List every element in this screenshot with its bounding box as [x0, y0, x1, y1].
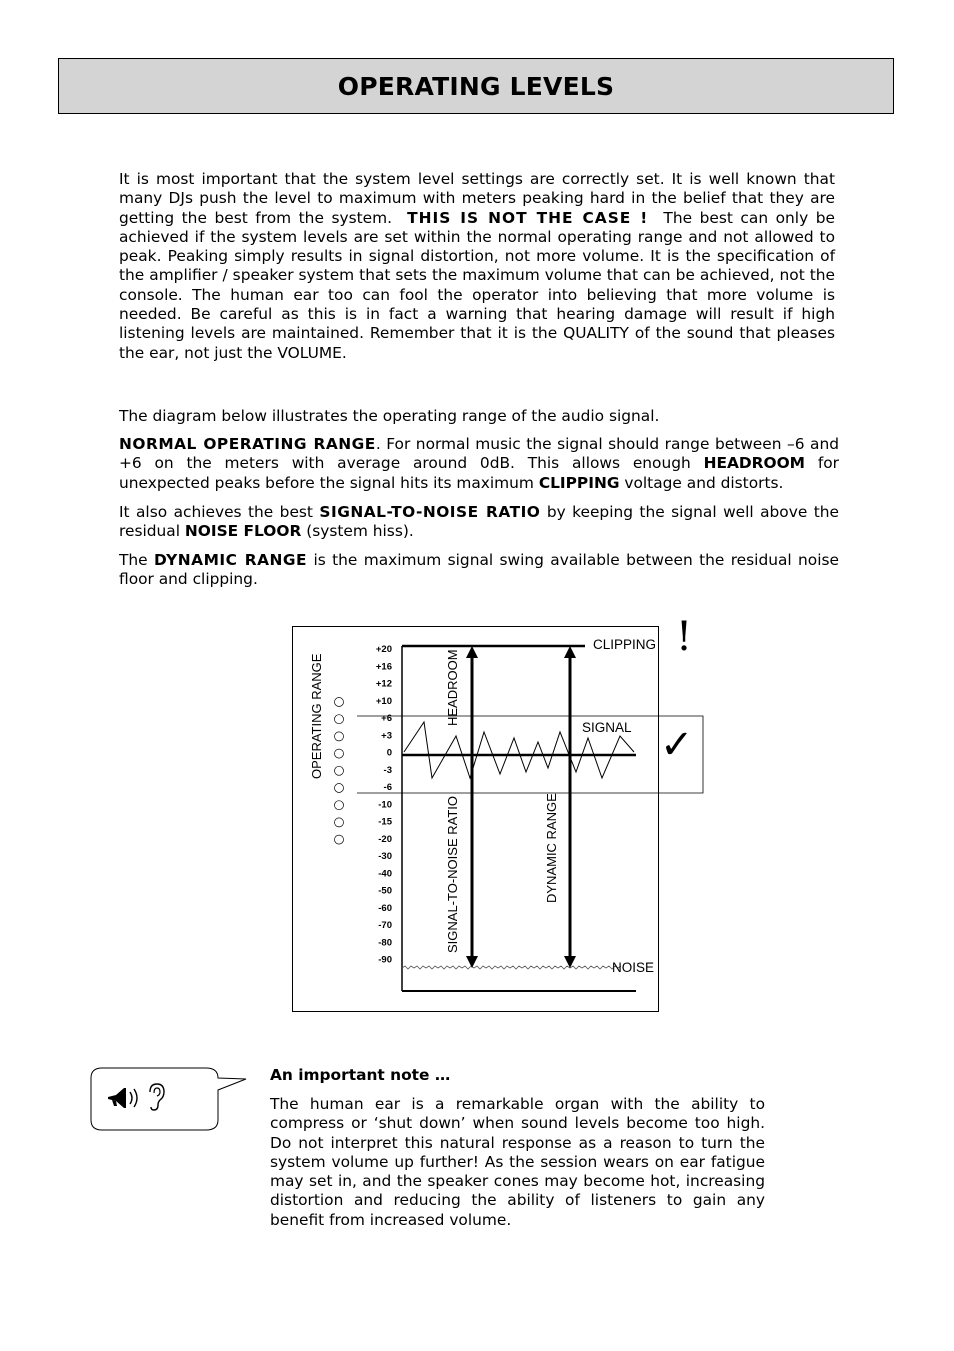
normal-range-text-1: . For normal music the signal should range between –6 and +6 on the meters with average around 0dB. This allows enough: [119, 435, 839, 473]
normal-range-term: NORMAL OPERATING RANGE: [119, 435, 376, 453]
diagram-frame: [293, 627, 659, 1012]
scale-label: +20: [375, 644, 392, 655]
meter-led: [335, 715, 344, 724]
note-callout: [88, 1064, 258, 1136]
scale-label: +3: [381, 730, 392, 742]
scale-label: -70: [378, 920, 392, 931]
scale-label: -60: [378, 902, 392, 914]
snr-text-3: (system hiss).: [306, 522, 414, 541]
dynamic-range-label: DYNAMIC RANGE: [544, 793, 559, 903]
meter-leds: [335, 698, 344, 845]
snr-text-1: It also achieves the best: [119, 503, 313, 521]
scale-label: -20: [378, 833, 392, 845]
signal-label: SIGNAL: [582, 720, 632, 735]
scale-label: -3: [383, 764, 392, 776]
noise-floor-term: NOISE FLOOR: [184, 522, 302, 541]
scale-label: 0: [386, 747, 392, 759]
dynamic-text-1: The: [119, 551, 148, 569]
diagram-intro: The diagram below illustrates the operating range of the audio signal.: [119, 407, 660, 425]
scale-label: -6: [383, 782, 392, 793]
check-mark: ✓: [660, 722, 694, 768]
normal-range-text-3: voltage and distorts.: [624, 473, 784, 492]
warning-mark: !: [676, 614, 693, 660]
clipping-term: CLIPPING: [538, 473, 620, 492]
page-title: OPERATING LEVELS: [337, 71, 615, 101]
scale-label: -90: [378, 954, 392, 966]
scale-label: -10: [378, 799, 392, 811]
scale-label: -15: [378, 816, 392, 828]
meter-scale: [376, 644, 393, 966]
dynamic-range-term: DYNAMIC RANGE: [154, 551, 308, 569]
snr-text-2: by keeping the signal well above the residual: [119, 503, 839, 541]
meter-led: [335, 835, 344, 844]
noise-floor: [402, 966, 621, 969]
scale-label: -80: [378, 937, 392, 949]
scale-label: -30: [378, 851, 392, 862]
scale-label: -50: [378, 885, 392, 897]
scale-label: +16: [375, 661, 392, 673]
intro-emphasis: THIS IS NOT THE CASE !: [407, 208, 649, 227]
scale-label: +10: [375, 695, 392, 707]
dynamic-text-2: is the maximum signal swing available between the residual noise floor and clipping.: [119, 551, 839, 589]
scale-label: +6: [381, 713, 392, 724]
operating-range-label: OPERATING RANGE: [309, 653, 324, 779]
meter-led: [335, 749, 344, 758]
headroom-label: HEADROOM: [445, 649, 460, 726]
normal-range-text-2: for unexpected peaks before the signal hits its maximum: [119, 454, 839, 492]
meter-led: [335, 801, 344, 810]
snr-term: SIGNAL-TO-NOISE RATIO: [319, 503, 541, 521]
scale-label: -40: [378, 868, 392, 880]
scale-label: +12: [375, 678, 392, 690]
meter-led: [335, 698, 344, 707]
intro-text-1: It is most important that the system level settings are correctly set. It is well known that many DJs push the level to maximum with meters peaking hard in the belief that they are getting the best from the system.: [119, 170, 835, 227]
meter-led: [335, 732, 344, 741]
snr-label: SIGNAL-TO-NOISE RATIO: [445, 796, 460, 953]
headroom-term: HEADROOM: [703, 454, 805, 473]
clipping-label: CLIPPING: [593, 637, 657, 652]
meter-led: [335, 784, 344, 793]
note-body: The human ear is a remarkable organ with the ability to compress or ‘shut down’ when sound levels become too high. Do not interpret this natural response as a reason to turn the system volume up further! As the session wears on ear fatigue may set in, and the speaker cones may become hot, increasing distortion and reducing the ability of listeners to gain any benefit from increased volume.: [270, 1095, 765, 1229]
meter-led: [335, 818, 344, 827]
note-heading: An important note …: [270, 1066, 451, 1084]
intro-text-2: The best can only be achieved if the system levels are set within the normal operating range and not allowed to peak. Peaking simply results in signal distortion, not more volume. It is the specification of the amplifier / speaker system that sets the maximum volume that can be achieved, not the console. The human ear too can fool the operator into believing that more volume is needed. Be careful as this is in fact a warning that hearing damage will result if high listening levels are maintained. Remember that it is the QUALITY of the sound that pleases the ear, not just the VOLUME.: [119, 208, 835, 362]
noise-label: NOISE: [612, 960, 655, 975]
meter-led: [335, 766, 344, 775]
